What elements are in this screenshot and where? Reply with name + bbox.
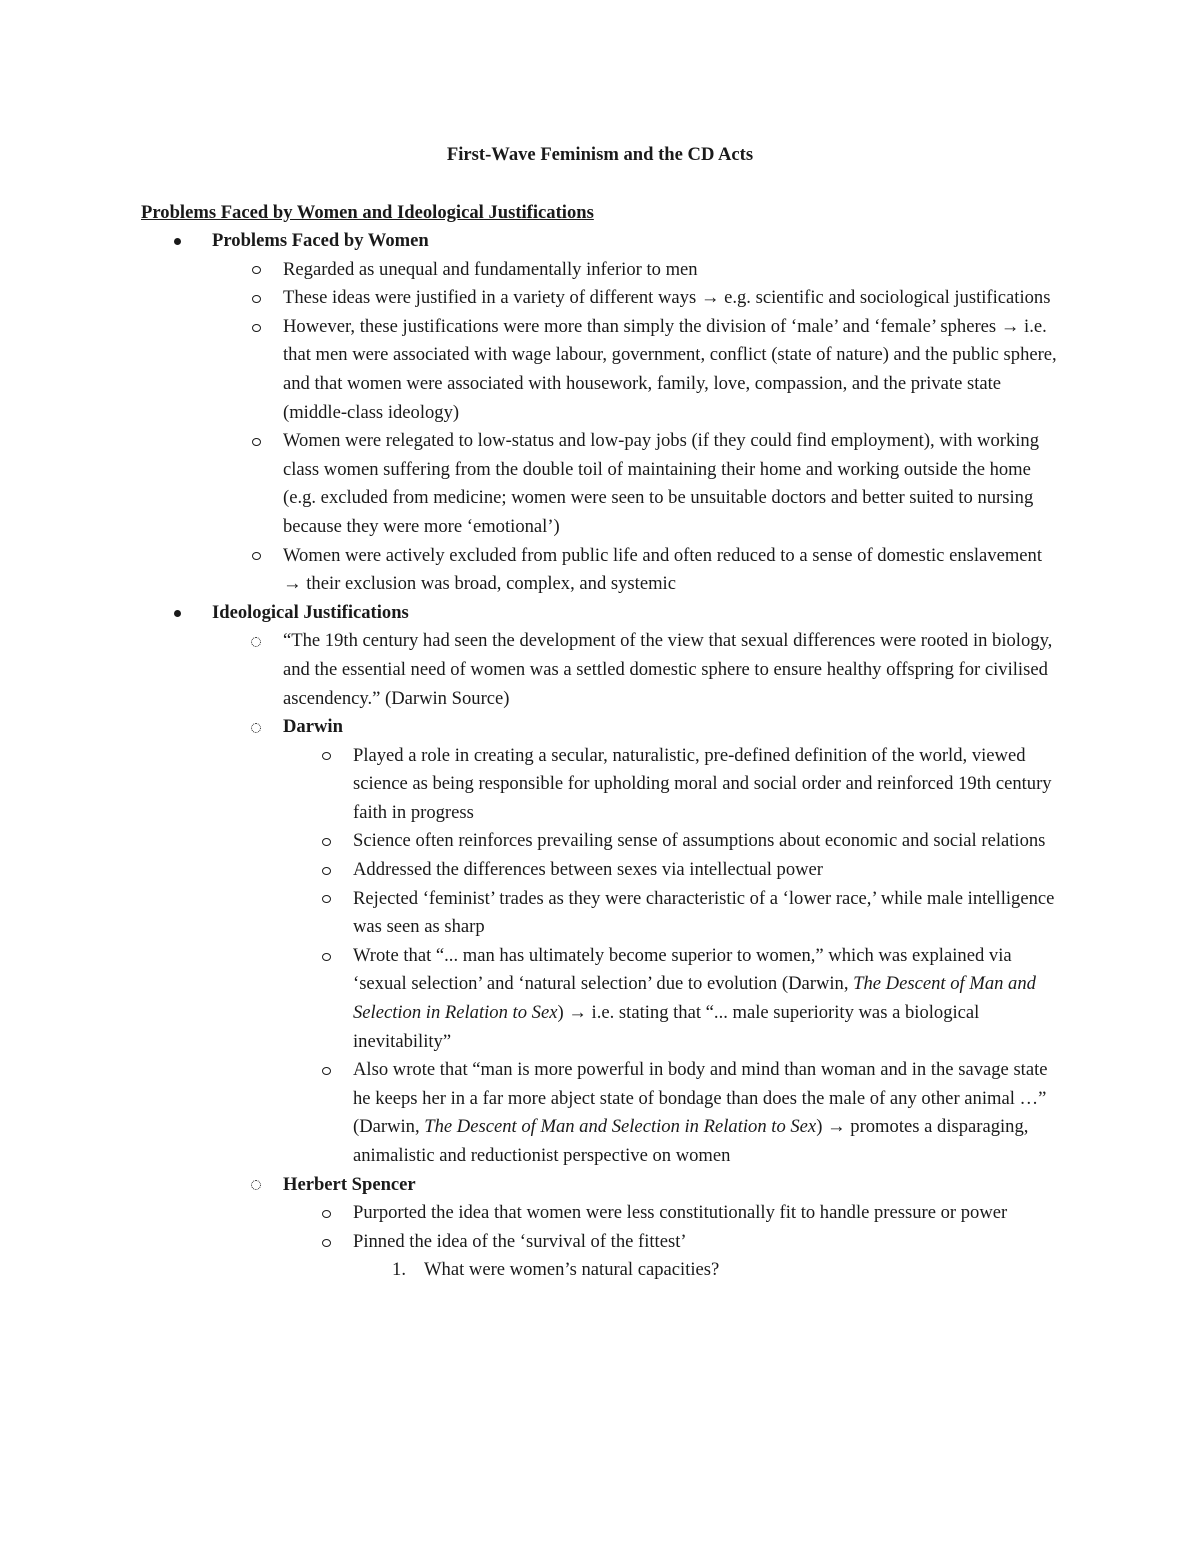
circle-bullet-icon xyxy=(249,542,263,571)
book-title: The Descent of Man and Selection in Relation to Sex xyxy=(424,1116,817,1138)
circle-bullet-icon xyxy=(319,1228,333,1257)
dotted-bullet-icon xyxy=(249,627,263,656)
list-item: Regarded as unequal and fundamentally inferior to men xyxy=(0,256,1058,285)
circle-bullet-icon xyxy=(319,856,333,885)
book-title: The Descent of Man and Selection in Relation to Sex xyxy=(353,973,1036,1024)
list-item: Problems Faced by Women xyxy=(0,227,1062,256)
list-item: “The 19th century had seen the development of the view that sexual differences were rooted in biology, and the essential need of women was a settled domestic sphere to ensure healthy offspring for civilised ascendency.” (Darwin Source) xyxy=(0,627,1058,713)
circle-bullet-icon xyxy=(249,427,263,456)
list-item: Women were relegated to low-status and low-pay jobs (if they could find employment), with working class women suffering from the double toil of maintaining their home and working outside the home (e.g. excluded from medicine; women were seen to be unsuitable doctors and better suited to nursing because they were more ‘emotional’) xyxy=(0,427,1058,541)
circle-bullet-icon xyxy=(249,256,263,285)
bullet-icon xyxy=(170,227,184,256)
circle-bullet-icon xyxy=(249,313,263,342)
list-item: 1. What were women’s natural capacities? xyxy=(0,1256,1058,1285)
circle-bullet-icon xyxy=(319,942,333,971)
section-heading: Problems Faced by Women and Ideological Justifications xyxy=(141,202,594,223)
circle-bullet-icon xyxy=(319,885,333,914)
dotted-bullet-icon xyxy=(249,713,263,742)
circle-bullet-icon xyxy=(319,1056,333,1085)
circle-bullet-icon xyxy=(249,284,263,313)
list-item: Herbert Spencer xyxy=(0,1171,1058,1200)
document-title: First-Wave Feminism and the CD Acts xyxy=(446,144,754,165)
list-item: Science often reinforces prevailing sense of assumptions about economic and social relations xyxy=(0,827,1058,856)
list-item: However, these justifications were more than simply the division of ‘male’ and ‘female’ spheres → i.e. that men were associated with wage labour, government, conflict (state of nature) and the public sphere, and that women were associated with housework, family, love, compassion, and the private state (middle-class ideology) xyxy=(0,313,1058,427)
circle-bullet-icon xyxy=(319,827,333,856)
bullet-icon xyxy=(170,599,184,628)
list-item: Darwin xyxy=(0,713,1058,742)
circle-bullet-icon xyxy=(319,742,333,771)
list-item: Addressed the differences between sexes via intellectual power xyxy=(0,856,1058,885)
list-item: Also wrote that “man is more powerful in body and mind than woman and in the savage state he keeps her in a far more abject state of bondage than does the male of any other animal …” (Darwin, The Descent of Man and Selection in Relation to Sex) → promotes a disparaging, animalistic and reductionist perspective on women xyxy=(0,1056,1058,1170)
list-item: Wrote that “... man has ultimately become superior to women,” which was explained via ‘sexual selection’ and ‘natural selection’ due to evolution (Darwin, The Descent of Man and Selection in Relation to Sex) → i.e. stating that “... male superiority was a biological inevitability” xyxy=(0,942,1058,1056)
list-item: Ideological Justifications xyxy=(0,599,1062,628)
list-item: These ideas were justified in a variety of different ways → e.g. scientific and sociological justifications xyxy=(0,284,1058,313)
list-number: 1. xyxy=(392,1259,406,1281)
circle-bullet-icon xyxy=(319,1199,333,1228)
document-body xyxy=(0,227,1200,1285)
list-item: Played a role in creating a secular, naturalistic, pre-defined definition of the world, viewed science as being responsible for upholding moral and social order and reinforced 19th century faith in progress xyxy=(0,742,1058,828)
list-item: Rejected ‘feminist’ trades as they were characteristic of a ‘lower race,’ while male intelligence was seen as sharp xyxy=(0,885,1058,942)
list-item: Pinned the idea of the ‘survival of the fittest’ xyxy=(0,1228,1058,1257)
list-item: Women were actively excluded from public life and often reduced to a sense of domestic enslavement → their exclusion was broad, complex, and systemic xyxy=(0,542,1058,599)
dotted-bullet-icon xyxy=(249,1171,263,1200)
list-item: Purported the idea that women were less constitutionally fit to handle pressure or power xyxy=(0,1199,1058,1228)
